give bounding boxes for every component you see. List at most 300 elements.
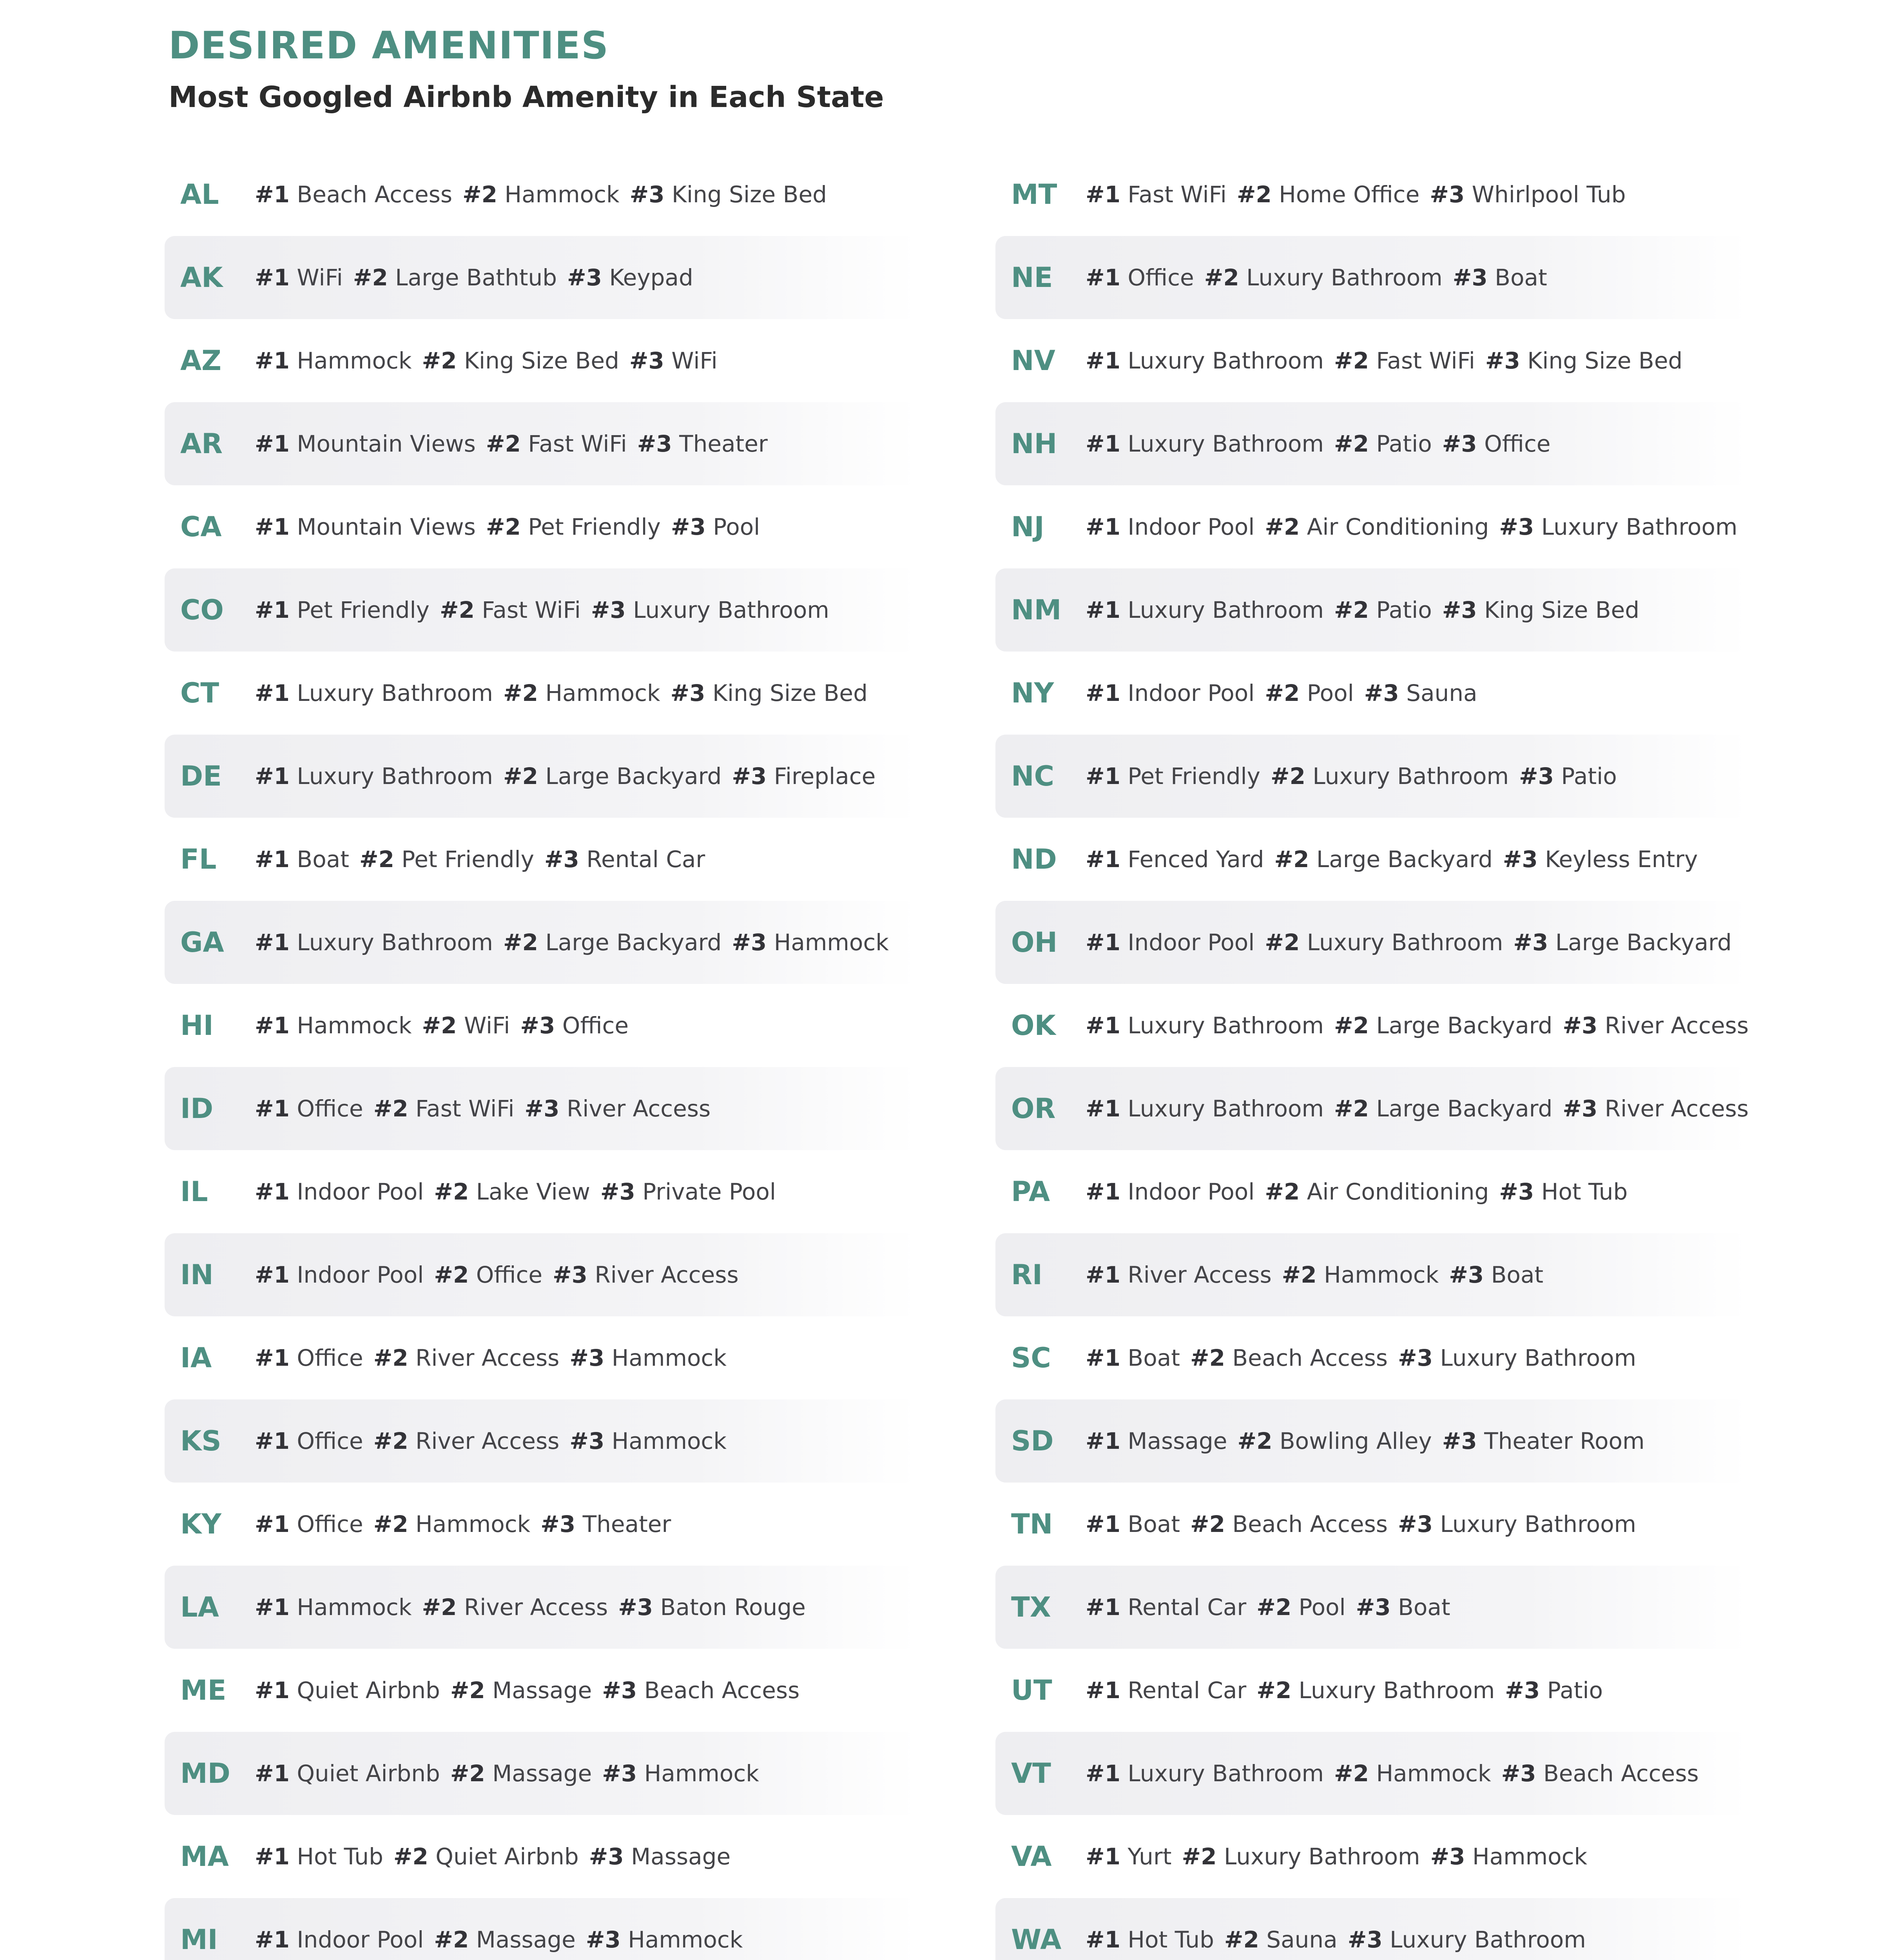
rank-label: #3 <box>567 264 602 291</box>
amenity-item <box>1190 1511 1388 1537</box>
amenity-name: Hammock <box>1472 1843 1588 1870</box>
amenity-name: Hammock <box>415 1511 531 1537</box>
rank-label: #2 <box>1256 1594 1292 1621</box>
rank-label: #2 <box>359 846 394 873</box>
amenity-name: Pet Friendly <box>297 597 430 623</box>
rank-label: #2 <box>1256 1677 1292 1704</box>
amenity-item <box>1086 597 1324 623</box>
amenity-item <box>637 430 768 457</box>
right-column <box>995 153 1748 1960</box>
amenity-item <box>1334 597 1432 623</box>
state-code: KY <box>180 1508 221 1540</box>
amenity-item <box>255 1760 440 1787</box>
state-code: NJ <box>1011 511 1044 543</box>
rank-label: #2 <box>434 1178 469 1205</box>
amenity-item <box>353 264 557 291</box>
amenity-list <box>255 1511 681 1537</box>
rank-label: #2 <box>373 1511 408 1537</box>
amenity-list <box>255 1926 753 1953</box>
amenity-name: Large Backyard <box>1376 1095 1553 1122</box>
page-title: DESIRED AMENITIES <box>169 24 609 67</box>
amenity-item <box>1453 264 1547 291</box>
amenity-name: Office <box>562 1012 629 1039</box>
amenity-list <box>255 1760 769 1787</box>
rank-label: #1 <box>255 1261 290 1288</box>
amenity-name: WiFi <box>297 264 343 291</box>
amenity-item <box>1182 1843 1420 1870</box>
rank-label: #1 <box>1086 763 1120 789</box>
state-row <box>165 236 917 319</box>
amenity-item <box>1086 1095 1324 1122</box>
rank-label: #1 <box>1086 1511 1120 1537</box>
rank-label: #3 <box>1398 1345 1433 1371</box>
amenity-name: Large Bathtub <box>395 264 557 291</box>
rank-label: #1 <box>255 1178 290 1205</box>
amenity-item <box>462 181 620 208</box>
amenity-name: River Access <box>1604 1095 1749 1122</box>
rank-label: #3 <box>544 846 579 873</box>
rank-label: #1 <box>1086 846 1120 873</box>
amenity-item <box>1086 1843 1172 1870</box>
amenity-item <box>567 264 693 291</box>
amenity-item <box>1086 763 1260 789</box>
amenity-name: Hot Tub <box>297 1843 383 1870</box>
amenity-name: Beach Access <box>644 1677 800 1704</box>
rank-label: #2 <box>1237 1428 1273 1454</box>
amenity-list <box>255 1261 749 1288</box>
amenity-name: Hammock <box>628 1926 743 1953</box>
state-code: AZ <box>180 345 221 377</box>
amenity-name: Fast WiFi <box>415 1095 515 1122</box>
amenity-list <box>1086 1511 1646 1537</box>
rank-label: #2 <box>1334 347 1369 374</box>
amenity-name: Quiet Airbnb <box>435 1843 579 1870</box>
state-code: MI <box>180 1924 218 1956</box>
amenity-name: Luxury Bathroom <box>1307 929 1503 956</box>
state-code: HI <box>180 1009 214 1042</box>
amenity-item <box>553 1261 739 1288</box>
amenity-name: King Size Bed <box>464 347 619 374</box>
state-code: VA <box>1011 1840 1052 1873</box>
amenity-name: Fast WiFi <box>1376 347 1475 374</box>
state-code: ME <box>180 1674 227 1706</box>
amenity-item <box>255 264 343 291</box>
amenity-item <box>1563 1012 1749 1039</box>
state-row <box>165 1067 917 1150</box>
amenity-item <box>591 597 829 623</box>
rank-label: #2 <box>503 929 538 956</box>
amenity-list <box>1086 264 1557 291</box>
amenity-name: Pool <box>713 514 760 540</box>
rank-label: #2 <box>422 1012 457 1039</box>
amenity-name: Luxury Bathroom <box>1128 597 1324 623</box>
amenity-name: Hammock <box>611 1345 727 1371</box>
state-row <box>165 1566 917 1649</box>
rank-label: #2 <box>486 514 521 540</box>
amenity-list <box>1086 1594 1461 1621</box>
amenity-name: King Size Bed <box>1527 347 1683 374</box>
rank-label: #3 <box>1430 1843 1465 1870</box>
amenity-name: Indoor Pool <box>1128 514 1255 540</box>
amenity-name: Luxury Bathroom <box>1246 264 1443 291</box>
rank-label: #2 <box>1190 1511 1225 1537</box>
rank-label: #1 <box>255 347 290 374</box>
rank-label: #1 <box>1086 929 1120 956</box>
amenity-item <box>1086 1012 1324 1039</box>
rank-label: #3 <box>1563 1012 1598 1039</box>
amenity-item <box>440 597 581 623</box>
rank-label: #1 <box>1086 181 1120 208</box>
amenity-list <box>1086 1345 1646 1371</box>
rank-label: #3 <box>600 1178 635 1205</box>
amenity-item <box>1364 680 1477 706</box>
rank-label: #2 <box>1224 1926 1259 1953</box>
rank-label: #3 <box>1347 1926 1383 1953</box>
rank-label: #1 <box>255 514 290 540</box>
state-row <box>165 901 917 984</box>
rank-label: #2 <box>373 1095 408 1122</box>
amenity-name: Hammock <box>545 680 660 706</box>
amenity-list <box>255 1594 816 1621</box>
amenity-item <box>255 1677 440 1704</box>
amenity-name: Office <box>297 1345 363 1371</box>
state-code: NE <box>1011 261 1053 294</box>
amenity-name: Fireplace <box>774 763 876 789</box>
amenity-list <box>255 264 703 291</box>
amenity-item <box>359 846 534 873</box>
amenity-item <box>255 1843 383 1870</box>
amenity-name: Hammock <box>297 347 412 374</box>
rank-label: #1 <box>255 1012 290 1039</box>
rank-label: #3 <box>520 1012 555 1039</box>
amenity-item <box>255 1261 424 1288</box>
amenity-list <box>255 514 770 540</box>
amenity-name: Beach Access <box>1232 1511 1388 1537</box>
rank-label: #1 <box>255 1345 290 1371</box>
amenity-item <box>255 514 476 540</box>
rank-label: #2 <box>393 1843 428 1870</box>
rank-label: #3 <box>670 680 705 706</box>
rank-label: #1 <box>1086 597 1120 623</box>
amenity-item <box>1449 1261 1543 1288</box>
amenity-item <box>255 597 430 623</box>
rank-label: #1 <box>1086 1760 1120 1787</box>
state-row <box>995 1483 1748 1566</box>
amenity-name: River Access <box>415 1428 560 1454</box>
rank-label: #2 <box>1236 181 1272 208</box>
amenity-name: Indoor Pool <box>297 1261 424 1288</box>
state-code: MT <box>1011 178 1057 211</box>
amenity-name: Indoor Pool <box>297 1178 424 1205</box>
state-code: AR <box>180 428 223 460</box>
amenity-item <box>255 1095 363 1122</box>
rank-label: #1 <box>1086 1428 1120 1454</box>
amenity-name: Luxury Bathroom <box>1298 1677 1495 1704</box>
state-row <box>995 402 1748 485</box>
rank-label: #3 <box>1505 1677 1540 1704</box>
rank-label: #1 <box>255 680 290 706</box>
amenity-item <box>1282 1261 1439 1288</box>
amenity-name: Indoor Pool <box>1128 680 1255 706</box>
amenity-list <box>255 347 728 374</box>
state-row <box>995 153 1748 236</box>
amenity-item <box>373 1095 515 1122</box>
amenity-item <box>1334 1095 1552 1122</box>
amenity-item <box>671 514 760 540</box>
amenity-item <box>1086 1677 1246 1704</box>
amenity-name: Rental Car <box>586 846 705 873</box>
amenity-item <box>255 1178 424 1205</box>
amenity-list <box>1086 181 1636 208</box>
state-row <box>995 984 1748 1067</box>
amenity-item <box>486 430 627 457</box>
rank-label: #2 <box>1334 1760 1369 1787</box>
amenity-item <box>503 929 721 956</box>
amenity-name: Sauna <box>1406 680 1477 706</box>
amenity-name: Office <box>297 1428 363 1454</box>
amenity-name: Indoor Pool <box>1128 929 1255 956</box>
amenity-name: Home Office <box>1279 181 1420 208</box>
amenity-name: Indoor Pool <box>1128 1178 1255 1205</box>
amenity-name: Hammock <box>504 181 620 208</box>
amenity-name: Fast WiFi <box>482 597 581 623</box>
amenity-name: Boat <box>1128 1511 1180 1537</box>
rank-label: #3 <box>671 514 706 540</box>
amenity-name: Luxury Bathroom <box>1128 430 1324 457</box>
amenity-list <box>1086 597 1650 623</box>
amenity-name: Luxury Bathroom <box>297 680 493 706</box>
state-code: OK <box>1011 1009 1056 1042</box>
amenity-item <box>732 929 889 956</box>
state-code: TN <box>1011 1508 1053 1540</box>
amenity-item <box>586 1926 743 1953</box>
amenity-item <box>1398 1345 1636 1371</box>
state-code: RI <box>1011 1259 1042 1291</box>
state-row <box>165 1483 917 1566</box>
rank-label: #1 <box>255 430 290 457</box>
amenity-item <box>450 1760 592 1787</box>
state-row <box>165 1233 917 1316</box>
state-row <box>165 1150 917 1233</box>
rank-label: #1 <box>1086 1095 1120 1122</box>
state-row <box>165 652 917 735</box>
amenity-item <box>1086 1178 1254 1205</box>
amenity-name: Pool <box>1298 1594 1346 1621</box>
amenity-name: Patio <box>1376 430 1432 457</box>
amenity-list <box>1086 430 1561 457</box>
amenity-item <box>525 1095 711 1122</box>
rank-label: #3 <box>586 1926 621 1953</box>
amenity-item <box>1190 1345 1388 1371</box>
amenity-item <box>503 763 721 789</box>
rank-label: #3 <box>569 1428 605 1454</box>
amenity-item <box>255 1428 363 1454</box>
amenity-item <box>1086 1428 1227 1454</box>
rank-label: #1 <box>1086 680 1120 706</box>
state-row <box>995 652 1748 735</box>
rank-label: #2 <box>434 1926 469 1953</box>
rank-label: #1 <box>255 846 290 873</box>
amenity-item <box>255 1345 363 1371</box>
amenity-item <box>255 181 452 208</box>
amenity-item <box>373 1345 560 1371</box>
amenity-name: Patio <box>1376 597 1432 623</box>
amenity-name: Large Backyard <box>1316 846 1493 873</box>
rank-label: #3 <box>569 1345 605 1371</box>
rank-label: #2 <box>439 597 475 623</box>
amenity-name: Pool <box>1307 680 1354 706</box>
amenity-item <box>544 846 705 873</box>
state-code: AL <box>180 178 219 211</box>
amenity-item <box>1224 1926 1338 1953</box>
amenity-name: Lake View <box>476 1178 590 1205</box>
amenity-item <box>1513 929 1731 956</box>
amenity-item <box>1086 1760 1324 1787</box>
state-row <box>165 1399 917 1483</box>
amenity-item <box>732 763 876 789</box>
state-code: IL <box>180 1176 208 1208</box>
state-code: LA <box>180 1591 219 1623</box>
amenity-item <box>1265 929 1503 956</box>
rank-label: #3 <box>540 1511 576 1537</box>
amenity-name: Patio <box>1561 763 1617 789</box>
rank-label: #1 <box>1086 1926 1120 1953</box>
state-code: NM <box>1011 594 1062 626</box>
amenity-name: WiFi <box>464 1012 510 1039</box>
amenity-name: Boat <box>1128 1345 1180 1371</box>
amenity-item <box>1505 1677 1603 1704</box>
amenity-item <box>1398 1511 1636 1537</box>
amenity-name: Luxury Bathroom <box>1390 1926 1586 1953</box>
state-row <box>995 236 1748 319</box>
rank-label: #2 <box>1182 1843 1217 1870</box>
state-row <box>165 402 917 485</box>
amenity-item <box>422 347 619 374</box>
rank-label: #2 <box>1265 680 1300 706</box>
amenity-name: Office <box>476 1261 543 1288</box>
rank-label: #1 <box>255 264 290 291</box>
amenity-item <box>1334 430 1432 457</box>
amenity-item <box>618 1594 806 1621</box>
amenity-item <box>1256 1594 1345 1621</box>
rank-label: #3 <box>1449 1261 1484 1288</box>
rank-label: #3 <box>618 1594 653 1621</box>
rank-label: #3 <box>1513 929 1548 956</box>
rank-label: #3 <box>1430 181 1465 208</box>
amenity-item <box>486 514 661 540</box>
state-row <box>165 1649 917 1732</box>
rank-label: #3 <box>1442 430 1477 457</box>
amenity-name: Luxury Bathroom <box>1128 1012 1324 1039</box>
state-row <box>995 319 1748 402</box>
state-code: CT <box>180 677 219 709</box>
amenity-name: Hot Tub <box>1128 1926 1214 1953</box>
amenity-name: King Size Bed <box>1484 597 1640 623</box>
amenity-list <box>255 1345 737 1371</box>
amenity-list <box>255 597 839 623</box>
amenity-name: River Access <box>595 1261 739 1288</box>
state-code: WA <box>1011 1924 1062 1956</box>
amenity-item <box>602 1760 759 1787</box>
amenity-item <box>1334 1760 1491 1787</box>
state-row <box>165 1815 917 1898</box>
amenity-item <box>1442 430 1551 457</box>
amenity-name: Luxury Bathroom <box>1312 763 1509 789</box>
rank-label: #1 <box>255 1511 290 1537</box>
state-code: DE <box>180 760 222 792</box>
rank-label: #2 <box>450 1760 485 1787</box>
amenity-name: Fast WiFi <box>528 430 627 457</box>
rank-label: #2 <box>1265 929 1300 956</box>
rank-label: #3 <box>553 1261 588 1288</box>
amenity-name: Mountain Views <box>297 430 476 457</box>
amenity-list <box>1086 1428 1655 1454</box>
amenity-name: Quiet Airbnb <box>297 1760 440 1787</box>
amenity-list <box>255 1428 737 1454</box>
amenity-item <box>1086 181 1227 208</box>
amenity-item <box>1086 1511 1180 1537</box>
rank-label: #3 <box>1452 264 1488 291</box>
amenity-list <box>1086 846 1708 873</box>
amenity-item <box>1237 1428 1432 1454</box>
rank-label: #1 <box>255 1843 290 1870</box>
amenity-item <box>255 929 493 956</box>
rank-label: #1 <box>1086 1012 1120 1039</box>
amenity-item <box>1265 514 1489 540</box>
amenity-name: Pet Friendly <box>1128 763 1260 789</box>
amenity-list <box>255 680 878 706</box>
rank-label: #2 <box>353 264 388 291</box>
state-code: FL <box>180 843 217 875</box>
amenity-name: Fenced Yard <box>1128 846 1264 873</box>
amenity-name: Luxury Bathroom <box>1128 1760 1324 1787</box>
amenity-name: Rental Car <box>1128 1594 1247 1621</box>
state-row <box>165 818 917 901</box>
state-row <box>165 153 917 236</box>
amenity-item <box>1237 181 1419 208</box>
amenity-list <box>1086 1926 1596 1953</box>
amenity-item <box>1442 597 1639 623</box>
state-row <box>995 1067 1748 1150</box>
rank-label: #2 <box>1334 1012 1369 1039</box>
rank-label: #3 <box>524 1095 560 1122</box>
amenity-name: River Access <box>1128 1261 1272 1288</box>
rank-label: #3 <box>602 1677 637 1704</box>
state-row <box>995 1815 1748 1898</box>
rank-label: #1 <box>255 1428 290 1454</box>
amenity-item <box>1271 763 1509 789</box>
amenity-name: Hammock <box>297 1594 412 1621</box>
amenity-item <box>255 430 476 457</box>
rank-label: #1 <box>1086 1594 1120 1621</box>
rank-label: #1 <box>255 1760 290 1787</box>
amenity-list <box>255 1677 810 1704</box>
state-row <box>995 1898 1748 1960</box>
amenity-item <box>671 680 868 706</box>
amenity-name: Hammock <box>1324 1261 1439 1288</box>
rank-label: #2 <box>1270 763 1305 789</box>
rank-label: #3 <box>602 1760 637 1787</box>
amenity-name: Fast WiFi <box>1128 181 1227 208</box>
amenity-name: Boat <box>1398 1594 1450 1621</box>
rank-label: #3 <box>1364 680 1399 706</box>
amenity-list <box>1086 763 1627 789</box>
amenity-list <box>255 929 899 956</box>
amenity-list <box>1086 1261 1554 1288</box>
rank-label: #1 <box>255 763 290 789</box>
state-code: MD <box>180 1757 230 1789</box>
state-code: KS <box>180 1425 221 1457</box>
